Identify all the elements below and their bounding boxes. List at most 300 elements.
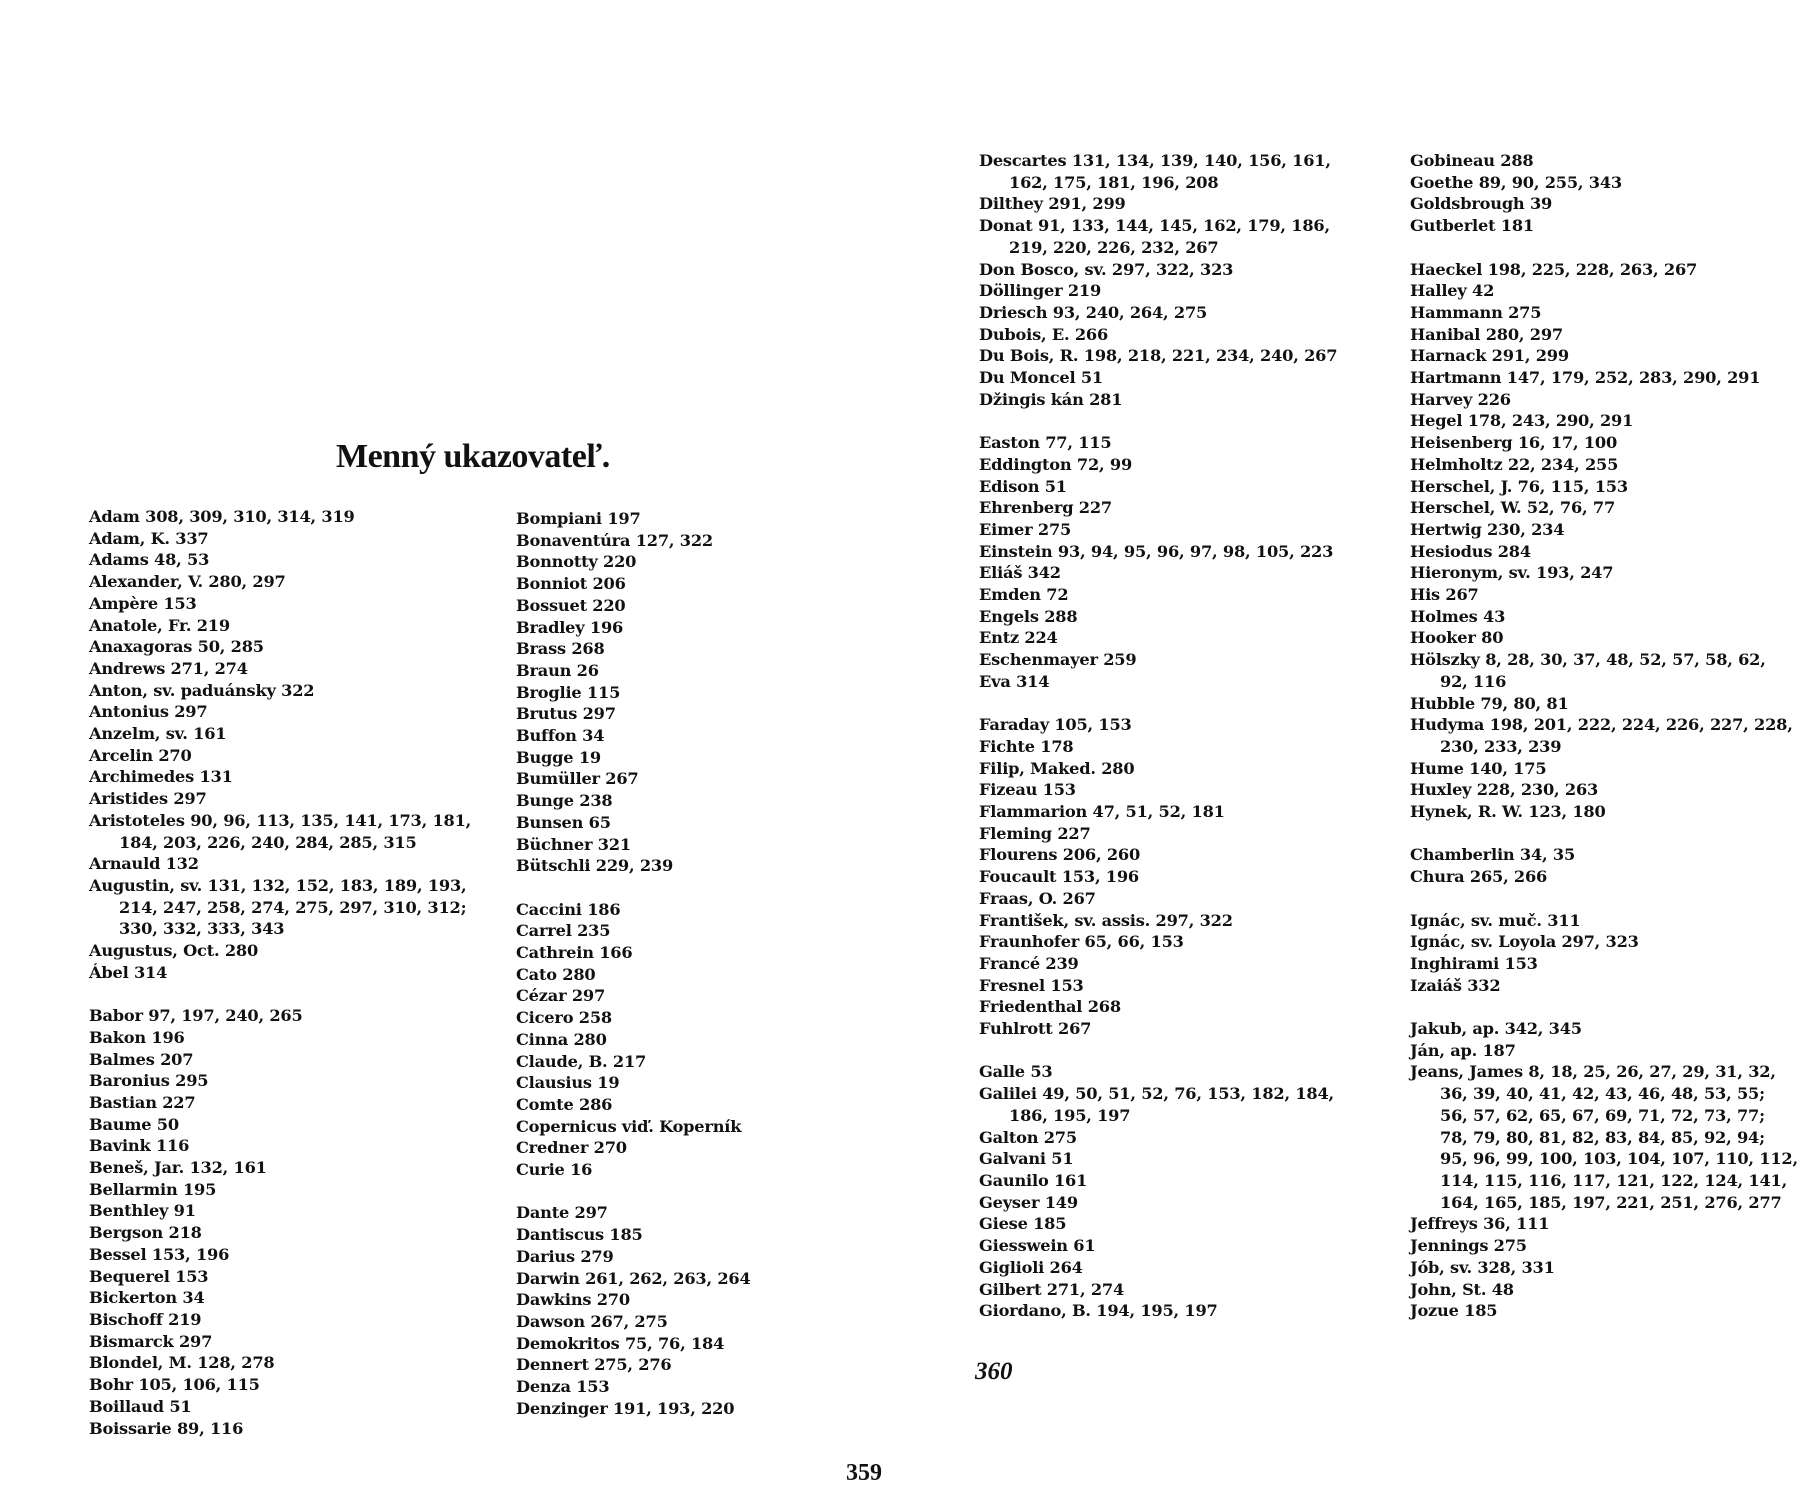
index-entry — [1410, 649, 1798, 692]
index-entry — [89, 1092, 471, 1114]
index-entry-continuation: 36, 39, 40, 41, 42, 43, 46, 48, 53, 55; — [1440, 1084, 1765, 1104]
index-entry-text: Bütschli 229, 239 — [516, 856, 674, 876]
index-entry — [516, 1398, 751, 1420]
index-entry-text: Bergson 218 — [89, 1223, 202, 1243]
index-entry-continuation: 214, 247, 258, 274, 275, 297, 310, 312; — [119, 897, 467, 917]
index-entry-text: Bastian 227 — [89, 1092, 196, 1112]
index-entry-text: Donat 91, 133, 144, 145, 162, 179, 186, — [979, 216, 1330, 236]
letter-gap — [979, 693, 1337, 715]
index-entry — [89, 571, 471, 593]
index-entry — [979, 779, 1337, 801]
index-column-3 — [979, 150, 1337, 1322]
index-entry-text: Bompiani 197 — [516, 509, 641, 528]
index-entry-text: Gobineau 288 — [1410, 151, 1534, 170]
index-entry-text: Broglie 115 — [516, 682, 621, 702]
index-entry-text: Antonius 297 — [89, 702, 208, 722]
index-entry — [979, 1213, 1337, 1235]
index-entry — [979, 1235, 1337, 1257]
index-entry-text: Giglioli 264 — [979, 1257, 1083, 1277]
index-entry — [1410, 389, 1798, 411]
index-entry-continuation: 219, 220, 226, 232, 267 — [1009, 237, 1219, 257]
index-entry — [516, 747, 751, 769]
index-entry-text: Cézar 297 — [516, 986, 606, 1006]
index-entry-continuation: 164, 165, 185, 197, 221, 251, 276, 277 — [1440, 1192, 1782, 1212]
index-entry-text: Galle 53 — [979, 1062, 1053, 1082]
index-entry-text: Cathrein 166 — [516, 943, 633, 963]
index-entry — [516, 1246, 751, 1268]
index-entry — [1410, 1300, 1798, 1322]
index-entry-text: Ehrenberg 227 — [979, 498, 1112, 518]
index-entry — [89, 723, 471, 745]
index-entry-text: Entz 224 — [979, 628, 1058, 648]
index-entry — [979, 910, 1337, 932]
index-entry — [1410, 193, 1798, 215]
index-entry — [89, 745, 471, 767]
index-entry — [516, 1311, 751, 1333]
index-entry — [516, 1376, 751, 1398]
index-entry — [1410, 953, 1798, 975]
index-entry-text: Hartmann 147, 179, 252, 283, 290, 291 — [1410, 368, 1761, 388]
index-entry-text: Fichte 178 — [979, 736, 1074, 756]
index-entry — [979, 497, 1337, 519]
index-entry — [979, 931, 1337, 953]
index-entry — [516, 595, 751, 617]
index-entry — [1410, 324, 1798, 346]
index-entry-text: Bonaventúra 127, 322 — [516, 530, 713, 550]
index-entry-text: Eva 314 — [979, 671, 1050, 691]
index-entry-text: Bumüller 267 — [516, 769, 639, 789]
index-entry-text: Dantiscus 185 — [516, 1225, 643, 1245]
index-entry-text: Claude, B. 217 — [516, 1051, 647, 1071]
index-entry — [1410, 345, 1798, 367]
index-entry — [89, 593, 471, 615]
index-entry-text: Bonnotty 220 — [516, 552, 637, 572]
index-entry-text: Giesswein 61 — [979, 1236, 1096, 1256]
index-entry — [979, 1083, 1337, 1126]
index-entry — [89, 1114, 471, 1136]
index-entry — [979, 1300, 1337, 1322]
index-entry-text: Driesch 93, 240, 264, 275 — [979, 302, 1208, 322]
index-entry-text: Jennings 275 — [1410, 1236, 1527, 1256]
index-entry — [89, 1005, 471, 1027]
index-entry — [516, 660, 751, 682]
index-entry-text: Jeffreys 36, 111 — [1410, 1214, 1550, 1234]
index-entry — [979, 866, 1337, 888]
index-entry-text: Ignác, sv. Loyola 297, 323 — [1410, 932, 1639, 952]
index-entry — [1410, 476, 1798, 498]
index-entry — [516, 1051, 751, 1073]
index-entry — [979, 1018, 1337, 1040]
index-entry — [1410, 497, 1798, 519]
index-entry-text: Galvani 51 — [979, 1149, 1074, 1169]
index-entry — [1410, 280, 1798, 302]
index-entry-text: Aristoteles 90, 96, 113, 135, 141, 173, 181, — [89, 810, 472, 830]
index-entry — [1410, 758, 1798, 780]
index-entry — [1410, 844, 1798, 866]
index-entry-text: Ábel 314 — [89, 962, 168, 982]
index-entry-text: Bradley 196 — [516, 617, 624, 637]
index-entry — [1410, 1061, 1798, 1213]
index-entry — [516, 1007, 751, 1029]
index-entry — [979, 454, 1337, 476]
index-entry — [516, 530, 751, 552]
index-entry-text: Engels 288 — [979, 606, 1078, 626]
index-entry — [1410, 606, 1798, 628]
index-entry-text: Büchner 321 — [516, 834, 631, 854]
index-entry — [516, 1116, 751, 1138]
letter-gap — [516, 877, 751, 899]
index-entry-text: Gilbert 271, 274 — [979, 1279, 1125, 1299]
index-entry-text: Fraas, O. 267 — [979, 888, 1096, 908]
index-entry-text: Hanibal 280, 297 — [1410, 324, 1563, 344]
letter-gap — [1410, 823, 1798, 845]
index-entry — [979, 649, 1337, 671]
index-entry — [979, 736, 1337, 758]
letter-gap — [1410, 996, 1798, 1018]
index-entry-text: Alexander, V. 280, 297 — [89, 572, 286, 592]
index-entry — [516, 1289, 751, 1311]
index-entry — [89, 853, 471, 875]
index-entry-continuation: 95, 96, 99, 100, 103, 104, 107, 110, 112, — [1440, 1149, 1798, 1169]
index-entry-text: Harvey 226 — [1410, 389, 1511, 409]
index-entry-text: Dilthey 291, 299 — [979, 194, 1126, 214]
index-entry — [979, 801, 1337, 823]
index-entry — [89, 680, 471, 702]
index-entry-text: Bismarck 297 — [89, 1331, 213, 1351]
index-entry — [89, 549, 471, 571]
index-entry-text: Izaiáš 332 — [1410, 975, 1501, 995]
index-entry-text: Bessel 153, 196 — [89, 1244, 230, 1264]
index-entry — [89, 788, 471, 810]
index-entry-text: Galton 275 — [979, 1127, 1077, 1147]
index-entry — [1410, 150, 1798, 172]
index-entry — [1410, 693, 1798, 715]
index-entry-text: Caccini 186 — [516, 899, 621, 919]
index-entry — [516, 942, 751, 964]
index-entry-continuation: 186, 195, 197 — [1009, 1105, 1131, 1125]
index-entry — [979, 519, 1337, 541]
index-entry-text: František, sv. assis. 297, 322 — [979, 910, 1233, 930]
index-entry — [89, 1200, 471, 1222]
index-entry — [516, 985, 751, 1007]
index-entry — [89, 1331, 471, 1353]
index-entry — [89, 962, 471, 984]
index-entry-text: Bellarmin 195 — [89, 1179, 217, 1199]
index-column-1 — [89, 506, 471, 1439]
index-entry — [89, 506, 471, 528]
index-entry — [516, 1268, 751, 1290]
page-number-right: 360 — [975, 1358, 1013, 1385]
index-entry-text: Hubble 79, 80, 81 — [1410, 693, 1569, 713]
index-entry — [89, 1418, 471, 1440]
index-entry-text: Jób, sv. 328, 331 — [1410, 1257, 1555, 1277]
index-entry-text: Hegel 178, 243, 290, 291 — [1410, 411, 1634, 431]
index-entry — [1410, 584, 1798, 606]
index-entry-text: Foucault 153, 196 — [979, 867, 1139, 887]
index-entry-text: Arnauld 132 — [89, 854, 199, 874]
index-entry-text: Boillaud 51 — [89, 1396, 192, 1416]
index-entry — [516, 1333, 751, 1355]
index-entry — [979, 714, 1337, 736]
index-entry-text: Benthley 91 — [89, 1201, 196, 1221]
index-entry-text: Haeckel 198, 225, 228, 263, 267 — [1410, 259, 1698, 279]
index-entry — [979, 1170, 1337, 1192]
index-entry — [516, 790, 751, 812]
index-entry — [979, 844, 1337, 866]
index-entry-text: Bakon 196 — [89, 1027, 185, 1047]
index-entry-text: Eddington 72, 99 — [979, 454, 1133, 474]
index-entry — [89, 1287, 471, 1309]
index-entry-text: Bavink 116 — [89, 1136, 190, 1156]
index-entry — [979, 953, 1337, 975]
index-entry — [1410, 1040, 1798, 1062]
index-column-2 — [516, 508, 751, 1420]
index-entry-text: Döllinger 219 — [979, 281, 1102, 301]
index-entry-text: Braun 26 — [516, 660, 599, 680]
index-entry-text: Augustin, sv. 131, 132, 152, 183, 189, 193, — [89, 875, 467, 895]
index-entry — [979, 1257, 1337, 1279]
index-entry — [1410, 215, 1798, 237]
index-entry — [979, 324, 1337, 346]
index-entry-text: Baume 50 — [89, 1114, 179, 1134]
index-entry-text: His 267 — [1410, 585, 1479, 605]
index-entry-text: Jeans, James 8, 18, 25, 26, 27, 29, 31, 32, — [1410, 1062, 1776, 1082]
index-entry-text: Chamberlin 34, 35 — [1410, 845, 1576, 865]
index-entry-text: Cato 280 — [516, 964, 596, 984]
index-entry-text: Helmholtz 22, 234, 255 — [1410, 454, 1619, 474]
index-entry-text: Darius 279 — [516, 1246, 614, 1266]
index-entry — [979, 627, 1337, 649]
index-entry-text: Edison 51 — [979, 476, 1067, 496]
index-entry-text: Hume 140, 175 — [1410, 758, 1547, 778]
index-entry — [516, 812, 751, 834]
index-entry — [979, 345, 1337, 367]
index-entry — [89, 636, 471, 658]
index-entry — [89, 1222, 471, 1244]
index-entry-text: Adam 308, 309, 310, 314, 319 — [89, 507, 355, 526]
index-entry-continuation: 162, 175, 181, 196, 208 — [1009, 172, 1219, 192]
index-entry — [1410, 1018, 1798, 1040]
index-entry-text: Francé 239 — [979, 953, 1079, 973]
index-entry-text: Eliáš 342 — [979, 563, 1061, 583]
page-number-left: 359 — [846, 1460, 882, 1486]
index-entry — [1410, 562, 1798, 584]
index-entry-text: Galilei 49, 50, 51, 52, 76, 153, 182, 184, — [979, 1084, 1334, 1104]
index-entry-text: Blondel, M. 128, 278 — [89, 1353, 275, 1373]
index-entry-text: Gaunilo 161 — [979, 1171, 1088, 1190]
index-entry-text: Credner 270 — [516, 1138, 627, 1158]
index-entry — [516, 682, 751, 704]
index-entry-text: Giordano, B. 194, 195, 197 — [979, 1301, 1218, 1321]
index-entry-text: Hynek, R. W. 123, 180 — [1410, 802, 1606, 822]
index-entry-text: Huxley 228, 230, 263 — [1410, 780, 1599, 800]
index-entry — [516, 508, 751, 530]
index-entry-text: Dante 297 — [516, 1203, 608, 1223]
index-entry-text: Easton 77, 115 — [979, 433, 1112, 453]
index-entry — [979, 562, 1337, 584]
index-entry — [979, 432, 1337, 454]
index-entry-text: Goldsbrough 39 — [1410, 194, 1553, 214]
index-entry — [1410, 367, 1798, 389]
index-entry-text: Anzelm, sv. 161 — [89, 724, 227, 744]
index-entry — [516, 1354, 751, 1376]
index-entry — [1410, 1213, 1798, 1235]
index-entry-continuation: 230, 233, 239 — [1440, 736, 1562, 756]
index-entry — [1410, 779, 1798, 801]
index-entry-text: Harnack 291, 299 — [1410, 346, 1569, 366]
index-entry-text: Hölszky 8, 28, 30, 37, 48, 52, 57, 58, 62, — [1410, 650, 1766, 670]
index-entry — [979, 758, 1337, 780]
index-entry-text: Einstein 93, 94, 95, 96, 97, 98, 105, 223 — [979, 541, 1334, 561]
index-entry — [516, 1137, 751, 1159]
index-entry — [516, 855, 751, 877]
index-entry-text: Bischoff 219 — [89, 1310, 202, 1329]
index-entry-text: Geyser 149 — [979, 1192, 1078, 1212]
index-entry — [89, 1179, 471, 1201]
index-entry-text: Cicero 258 — [516, 1008, 612, 1028]
index-entry-text: Friedenthal 268 — [979, 997, 1121, 1017]
index-entry-text: Ján, ap. 187 — [1410, 1040, 1516, 1060]
index-entry — [979, 584, 1337, 606]
index-entry-text: John, St. 48 — [1410, 1279, 1514, 1299]
index-entry-text: Eimer 275 — [979, 519, 1072, 539]
index-entry — [979, 1192, 1337, 1214]
letter-gap — [1410, 237, 1798, 259]
index-entry-text: Fizeau 153 — [979, 780, 1076, 800]
index-entry-text: Emden 72 — [979, 585, 1069, 605]
index-entry — [89, 1309, 471, 1331]
index-entry-text: Balmes 207 — [89, 1049, 194, 1069]
index-entry-text: Buffon 34 — [516, 726, 605, 746]
index-entry-text: Bunge 238 — [516, 791, 613, 811]
index-entry-continuation: 78, 79, 80, 81, 82, 83, 84, 85, 92, 94; — [1440, 1127, 1765, 1147]
index-entry-text: Andrews 271, 274 — [89, 658, 248, 678]
index-entry — [516, 1224, 751, 1246]
index-entry-text: Holmes 43 — [1410, 606, 1506, 626]
index-entry-text: Inghirami 153 — [1410, 953, 1538, 973]
index-entry — [979, 996, 1337, 1018]
index-entry-text: Fleming 227 — [979, 823, 1091, 843]
index-entry — [979, 150, 1337, 193]
index-entry-text: Heisenberg 16, 17, 100 — [1410, 433, 1618, 453]
index-entry-text: Ignác, sv. muč. 311 — [1410, 910, 1581, 930]
index-entry — [89, 528, 471, 550]
index-entry-text: Bickerton 34 — [89, 1288, 205, 1308]
index-entry-text: Augustus, Oct. 280 — [89, 941, 259, 961]
letter-gap — [516, 1181, 751, 1203]
index-entry — [1410, 259, 1798, 281]
index-entry — [516, 573, 751, 595]
index-entry-text: Herschel, J. 76, 115, 153 — [1410, 476, 1628, 496]
index-entry — [516, 1094, 751, 1116]
index-entry — [1410, 432, 1798, 454]
index-entry-text: Hudyma 198, 201, 222, 224, 226, 227, 228, — [1410, 715, 1793, 735]
index-entry-text: Hammann 275 — [1410, 302, 1542, 322]
index-entry — [979, 888, 1337, 910]
index-entry-text: Beneš, Jar. 132, 161 — [89, 1158, 267, 1178]
index-entry — [89, 701, 471, 723]
index-entry-text: Curie 16 — [516, 1160, 593, 1180]
letter-gap — [1410, 888, 1798, 910]
index-entry — [1410, 519, 1798, 541]
index-entry-text: Don Bosco, sv. 297, 322, 323 — [979, 259, 1234, 279]
index-entry-text: Archimedes 131 — [89, 767, 233, 787]
index-entry-text: Brass 268 — [516, 639, 605, 659]
index-entry — [1410, 931, 1798, 953]
index-entry-text: Adam, K. 337 — [89, 528, 209, 548]
page-title: Menný ukazovateľ. — [336, 438, 610, 475]
index-entry — [1410, 302, 1798, 324]
index-entry-text: Copernicus viď. Koperník — [516, 1116, 742, 1136]
index-entry — [1410, 627, 1798, 649]
index-entry — [89, 1352, 471, 1374]
index-entry-text: Hieronym, sv. 193, 247 — [1410, 563, 1614, 583]
index-entry-text: Chura 265, 266 — [1410, 867, 1548, 887]
index-entry — [979, 476, 1337, 498]
index-entry — [1410, 410, 1798, 432]
index-entry-text: Brutus 297 — [516, 704, 616, 724]
index-entry — [979, 671, 1337, 693]
letter-gap — [979, 1040, 1337, 1062]
index-entry-text: Demokritos 75, 76, 184 — [516, 1333, 725, 1353]
index-entry-text: Bequerel 153 — [89, 1266, 209, 1286]
index-entry-text: Dubois, E. 266 — [979, 324, 1109, 344]
index-entry-text: Dennert 275, 276 — [516, 1355, 672, 1375]
index-entry-text: Arcelin 270 — [89, 745, 192, 765]
index-entry-text: Bonniot 206 — [516, 574, 626, 594]
index-entry-text: Bossuet 220 — [516, 595, 626, 615]
index-entry — [979, 541, 1337, 563]
index-entry-text: Faraday 105, 153 — [979, 715, 1132, 735]
index-entry-text: Du Moncel 51 — [979, 368, 1103, 388]
index-entry — [89, 1049, 471, 1071]
index-entry — [516, 551, 751, 573]
index-entry — [1410, 454, 1798, 476]
index-entry — [516, 703, 751, 725]
index-entry — [89, 658, 471, 680]
index-entry-continuation: 92, 116 — [1440, 671, 1507, 691]
index-entry — [1410, 975, 1798, 997]
index-entry — [89, 1266, 471, 1288]
index-entry-text: Halley 42 — [1410, 281, 1495, 301]
index-entry — [979, 259, 1337, 281]
index-entry-text: Aristides 297 — [89, 789, 207, 809]
index-entry — [516, 768, 751, 790]
index-entry — [979, 1148, 1337, 1170]
index-entry-text: Descartes 131, 134, 139, 140, 156, 161, — [979, 151, 1331, 170]
index-entry — [516, 638, 751, 660]
index-entry — [979, 1127, 1337, 1149]
index-entry — [89, 940, 471, 962]
index-entry-text: Filip, Maked. 280 — [979, 758, 1135, 778]
index-entry — [1410, 541, 1798, 563]
index-entry — [979, 280, 1337, 302]
index-entry-text: Fuhlrott 267 — [979, 1019, 1092, 1039]
index-entry-text: Denzinger 191, 193, 220 — [516, 1398, 735, 1418]
index-entry — [979, 367, 1337, 389]
index-entry — [979, 302, 1337, 324]
index-entry — [1410, 910, 1798, 932]
index-entry-text: Herschel, W. 52, 76, 77 — [1410, 498, 1616, 518]
index-entry — [516, 1159, 751, 1181]
index-entry-continuation: 56, 57, 62, 65, 67, 69, 71, 72, 73, 77; — [1440, 1105, 1765, 1125]
index-entry-text: Cinna 280 — [516, 1029, 607, 1049]
index-entry-text: Eschenmayer 259 — [979, 650, 1137, 670]
letter-gap — [979, 410, 1337, 432]
index-column-4 — [1410, 150, 1798, 1322]
index-entry — [516, 1202, 751, 1224]
index-entry — [979, 606, 1337, 628]
